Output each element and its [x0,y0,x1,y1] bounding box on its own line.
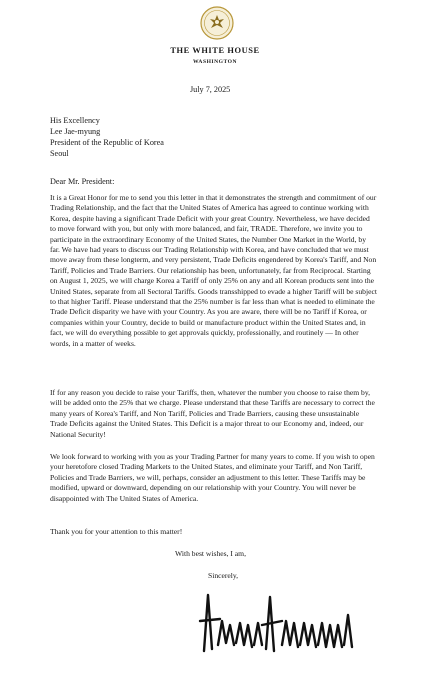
recipient-line: Lee Jae-myung [50,127,101,136]
recipient-line: Seoul [50,149,69,158]
signature-image [196,585,356,663]
closing-line: With best wishes, I am, [175,549,246,558]
letter-date: July 7, 2025 [190,85,231,94]
recipient-address [50,115,164,159]
letterhead-subtitle: WASHINGTON [192,59,238,65]
body-paragraph-1: It is a Great Honor for me to send you this letter in that it demonstrates the strength and commitment of our Trading Relationship, and the fact that the United States of America has agreed to continue working with Korea, despite having a significant Trade Deficit with your great Country. Nevertheless, we have decided to move forward with you, but only with more balanced, and fair, TRADE. Therefore, we invite you to participate in the extraordinary Economy of the United States, the Number One Market in the World, by far. We have had years to discuss our Trading Relationship with Korea, and have concluded that we must move away from these longterm, and very persistent, Trade Deficits engendered by Korea's Tariff, and Non Tariff, Policies and Trade Barriers. Our relationship has been, unfortunately, far from Reciprocal. Starting on August 1, 2025, we will charge Korea a Tariff of only 25% on any and all Korean products sent into the United States, separate from all Sectoral Tariffs. Goods transshipped to evade a higher Tariff will be subject to that higher Tariff. Please understand that the 25% number is far less than what is needed to eliminate the Trade Deficit disparity we have with your Country. As you are aware, there will be no Tariff if Korea, or companies within your Country, decide to build or manufacture product within the United States and, in fact, we will do everything possible to get approvals quickly, professionally, and routinely — In other words, in a matter of weeks. [50,193,377,348]
thanks-line: Thank you for your attention to this matter! [50,527,183,536]
recipient-line: President of the Republic of Korea [50,138,164,147]
presidential-seal-icon [200,6,234,40]
body-paragraph-2: If for any reason you decide to raise your Tariffs, then, whatever the number you choose to raise them by, will be added onto the 25% that we charge. Please understand that these Tariffs are necessary to correct the many years of Korea's Tariff, and Non Tariff, Policies and Trade Barriers, causing these unsustainable Trade Deficits against the United States. This Deficit is a major threat to our Economy and, indeed, our National Security! [50,388,375,439]
recipient-line: His Excellency [50,116,100,125]
body-paragraph-3: We look forward to working with you as your Trading Partner for many years to come. If you wish to open your heretofore closed Trading Markets to the United States, and eliminate your Tariff, and Non Tariff, Policies and Trade Barriers, we will, perhaps, consider an adjustment to this letter. These Tariffs may be modified, upward or downward, depending on our relationship with your Country. You will never be disappointed with The United States of America. [50,452,375,503]
salutation: Dear Mr. President: [50,177,115,186]
letterhead-title: THE WHITE HOUSE [170,46,260,55]
sign-off: Sincerely, [208,571,239,580]
